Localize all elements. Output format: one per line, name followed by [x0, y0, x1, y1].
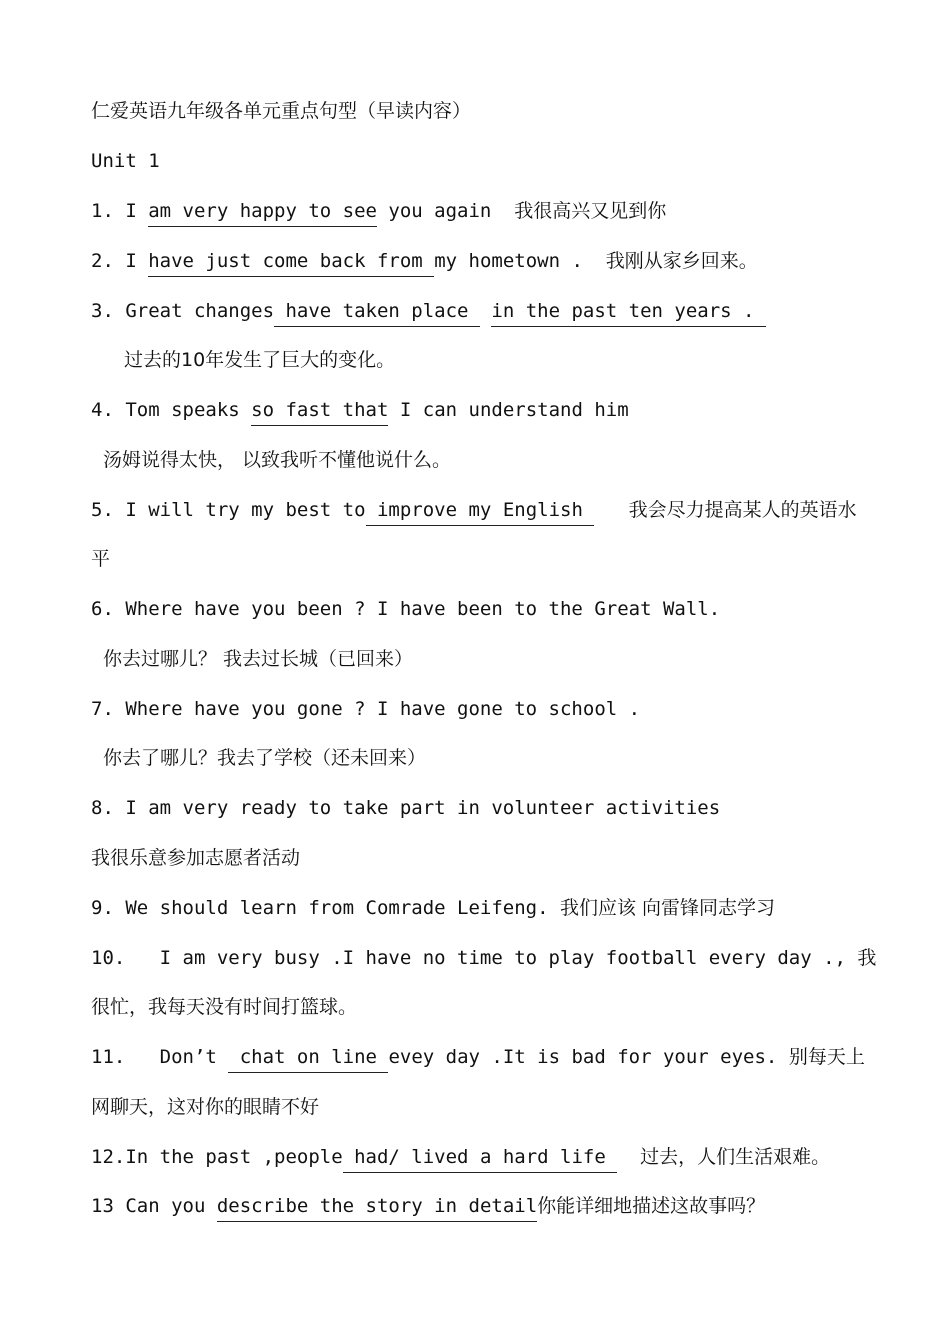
translation: 我刚从家乡回来。	[605, 250, 758, 272]
key-phrase: have taken place	[274, 300, 480, 322]
translation: 网聊天，这对你的眼睛不好	[91, 1096, 320, 1118]
key-phrase: had/ lived a hard life	[342, 1146, 618, 1168]
document-title: 仁爱英语九年级各单元重点句型（早读内容）	[91, 100, 472, 122]
key-phrase: describe the story in detail	[216, 1195, 538, 1217]
key-phrase: in the past ten years .	[491, 300, 766, 322]
sentence-7: 7. Where have you gone ? I have gone to school .	[91, 698, 641, 720]
translation: 你去了哪儿？我去了学校（还未回来）	[103, 747, 427, 769]
translation: 平	[91, 548, 111, 570]
translation: 我很高兴又见到你	[514, 200, 667, 222]
unit-heading: Unit 1	[91, 150, 160, 172]
sentence-11: 11. Don’t chat on line evey day .It is bad for your eyes. 别每天上	[91, 1046, 865, 1068]
translation: 我	[857, 947, 877, 969]
sentence-8: 8. I am very ready to take part in volunteer activities	[91, 797, 721, 819]
key-phrase: so fast that	[251, 399, 389, 421]
translation: 我会尽力提高某人的英语水	[628, 499, 857, 521]
translation: 很忙，我每天没有时间打篮球。	[91, 996, 358, 1018]
sentence-13: 13 Can you describe the story in detail你能详细地描述这故事吗？	[91, 1195, 766, 1217]
translation: 汤姆说得太快， 以致我听不懂他说什么。	[103, 449, 452, 471]
translation: 过去的10年发生了巨大的变化。	[124, 349, 396, 371]
key-phrase: improve my English	[365, 499, 595, 521]
translation: 我们应该 向雷锋同志学习	[560, 897, 776, 919]
key-phrase: am very happy to see	[148, 200, 377, 222]
sentence-6: 6. Where have you been ? I have been to the Great Wall.	[91, 598, 721, 620]
sentence-12: 12.In the past ,people had/ lived a hard life 过去，人们生活艰难。	[91, 1146, 831, 1168]
sentence-10: 10. I am very busy .I have no time to play football every day ., 我	[91, 947, 877, 969]
sentence-2: 2. I have just come back from my hometown . 我刚从家乡回来。	[91, 250, 758, 272]
sentence-3: 3. Great changes have taken place in the past ten years .	[91, 300, 766, 322]
translation: 我很乐意参加志愿者活动	[91, 847, 301, 869]
key-phrase: chat on line	[228, 1046, 389, 1068]
sentence-1: 1. I am very happy to see you again 我很高兴又见到你	[91, 200, 667, 222]
sentence-4: 4. Tom speaks so fast that I can understand him	[91, 399, 629, 421]
translation: 别每天上	[788, 1046, 865, 1068]
sentence-9: 9. We should learn from Comrade Leifeng. 我们应该 向雷锋同志学习	[91, 897, 776, 919]
sentence-5: 5. I will try my best to improve my English 我会尽力提高某人的英语水	[91, 499, 857, 521]
key-phrase: have just come back from	[148, 250, 435, 272]
translation: 你能详细地描述这故事吗？	[537, 1195, 766, 1217]
translation: 你去过哪儿？ 我去过长城（已回来）	[103, 648, 414, 670]
translation: 过去，人们生活艰难。	[640, 1146, 831, 1168]
